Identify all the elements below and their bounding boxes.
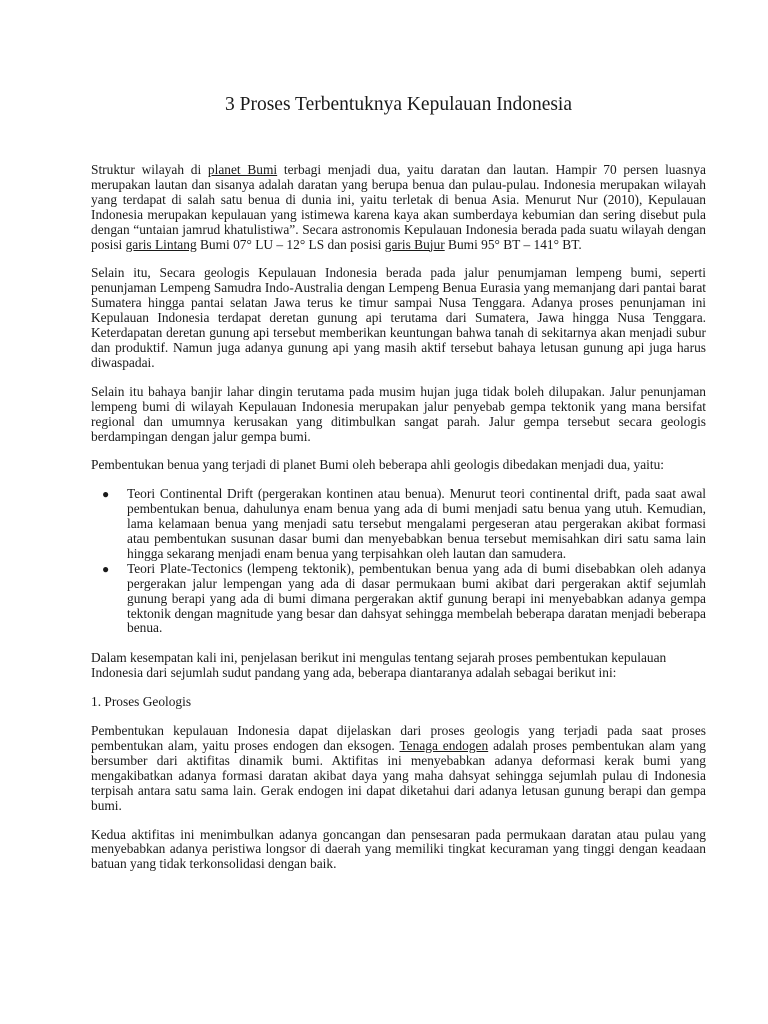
theory-list xyxy=(91,487,706,636)
text-run: Struktur wilayah di xyxy=(91,162,208,177)
list-item-text: Teori Plate-Tectonics (lempeng tektonik), pembentukan benua yang ada di bumi disebabkan oleh adanya pergerakan jalur lempengan yang ada di dasar permukaan bumi akibat dari pergerakan aktif sejumlah gunung berapi yang ada di bumi dimana pergerakan aktif gunung berapi ini menyebabkan adanya gempa tektonik dengan magnitude yang besar dan dahsyat sehingga membelah beberapa daratan menjadi beberapa benua. xyxy=(127,560,706,636)
list-item xyxy=(91,562,706,637)
text-run: Bumi 07° LU – 12° LS dan posisi xyxy=(196,236,385,252)
paragraph-aktifitas: Kedua aktifitas ini menimbulkan adanya goncangan dan pensesaran pada permukaan daratan atau pulau yang menyebabkan adanya peristiwa longsor di daerah yang memiliki tingkat kecuraman yang tinggi dengan keadaan batuan yang tidak terkonsolidasi dengan baik. xyxy=(91,826,706,872)
link-garis-lintang[interactable]: garis Lintang xyxy=(125,236,197,252)
page-title: 3 Proses Terbentuknya Kepulauan Indonesia xyxy=(224,94,573,115)
paragraph-intro xyxy=(91,163,706,252)
text-run: Bumi 95° BT – 141° BT. xyxy=(444,236,582,252)
bullet-icon: ● xyxy=(102,561,110,576)
paragraph-banjir: Selain itu bahaya banjir lahar dingin terutama pada musim hujan juga tidak boleh dilupakan. Jalur penunjaman lempeng bumi di wilayah Kepulauan Indonesia merupakan jalur penyebab gempa tektonik yang mana bersifat regional dan umumnya kerusakan yang ditimbulkan sangat parah. Jalur gempa tersebut secara geologis berdampingan dengan jalur gempa bumi. xyxy=(91,383,706,444)
text-run: terbagi menjadi dua, yaitu daratan dan lautan. Hampir 70 persen luasnya merupakan lautan dan sisanya adalah daratan yang berupa benua dan pulau-pulau. Indonesia merupakan wilayah yang terdapat di salah satu benua di dunia ini, yaitu terletak di benua Asia. Menurut Nur (2010), Kepulauan Indonesia merupakan kepulauan yang istimewa karena kaya akan sumberdaya kebumian dan sering disebut pula dengan “untaian jamrud khatulistiwa”. Secara astronomis Kepulauan Indonesia berada pada suatu wilayah dengan posisi xyxy=(91,162,706,252)
list-item xyxy=(91,487,706,562)
paragraph-pembentukan-benua: Pembentukan benua yang terjadi di planet Bumi oleh beberapa ahli geologis dibedakan menjadi dua, yaitu: xyxy=(91,457,665,473)
paragraph-kesempatan: Dalam kesempatan kali ini, penjelasan berikut ini mengulas tentang sejarah proses pembentukan kepulauan Indonesia dari sejumlah sudut pandang yang ada, beberapa diantaranya adalah sebagai berikut ini: xyxy=(91,650,667,681)
paragraph-proses-geologis xyxy=(91,724,706,813)
text-run: adalah proses pembentukan alam yang bersumber dari aktifitas dinamik bumi. Aktifitas ini menyebabkan adanya deformasi kerak bumi yang mengakibatkan adanya formasi daratan akibat daya yang maha dahsyat sehingga sejumlah pulau di Indonesia terpisah antara satu sama lain. Gerak endogen ini dapat diketahui dari adanya letusan gunung berapi dan gempa bumi. xyxy=(91,738,706,813)
link-tenaga-endogen[interactable]: Tenaga endogen xyxy=(399,738,489,753)
link-planet-bumi[interactable]: planet Bumi xyxy=(207,162,278,177)
bullet-icon: ● xyxy=(102,487,110,502)
section-heading-proses-geologis: 1. Proses Geologis xyxy=(91,694,192,710)
list-item-text: Teori Continental Drift (pergerakan kontinen atau benua). Menurut teori continental drift, pada saat awal pembentukan benua, dahulunya enam benua yang ada di bumi menjadi satu benua yang utuh. Kemudian, lama kelamaan benua yang menjadi satu tersebut mengalami pergeseran atau pergerakan akibat formasi atau pembentukan susunan dasar bumi dan menyebabkan benua tersebut memisahkan diri satu sama lain hingga sekarang menjadi enam benua yang terpisahkan oleh lautan dan samudera. xyxy=(127,486,706,561)
text-run: Pembentukan kepulauan Indonesia dapat dijelaskan dari proses geologis yang terjadi pada saat proses pembentukan alam, yaitu proses endogen dan eksogen. xyxy=(91,723,706,753)
paragraph-geologis: Selain itu, Secara geologis Kepulauan Indonesia berada pada jalur penumjaman lempeng bumi, seperti penunjaman Lempeng Samudra Indo-Australia dengan Lempeng Benua Eurasia yang memanjang dari pantai barat Sumatera hingga pantai selatan Jawa terus ke timur sampai Nusa Tenggara. Adanya proses penunjaman ini Kepulauan Indonesia terdapat deretan gunung api terutama dari Sumatera, Jawa hingga Nusa Tenggara. Keterdapatan deretan gunung api tersebut memberikan keuntungan bahwa tanah di sekitarnya akan menjadi subur dan produktif. Namun juga adanya gunung api yang masih aktif tersebut bahaya letusan gunung api juga harus diwaspadai. xyxy=(91,265,706,370)
link-garis-bujur[interactable]: garis Bujur xyxy=(384,236,445,252)
